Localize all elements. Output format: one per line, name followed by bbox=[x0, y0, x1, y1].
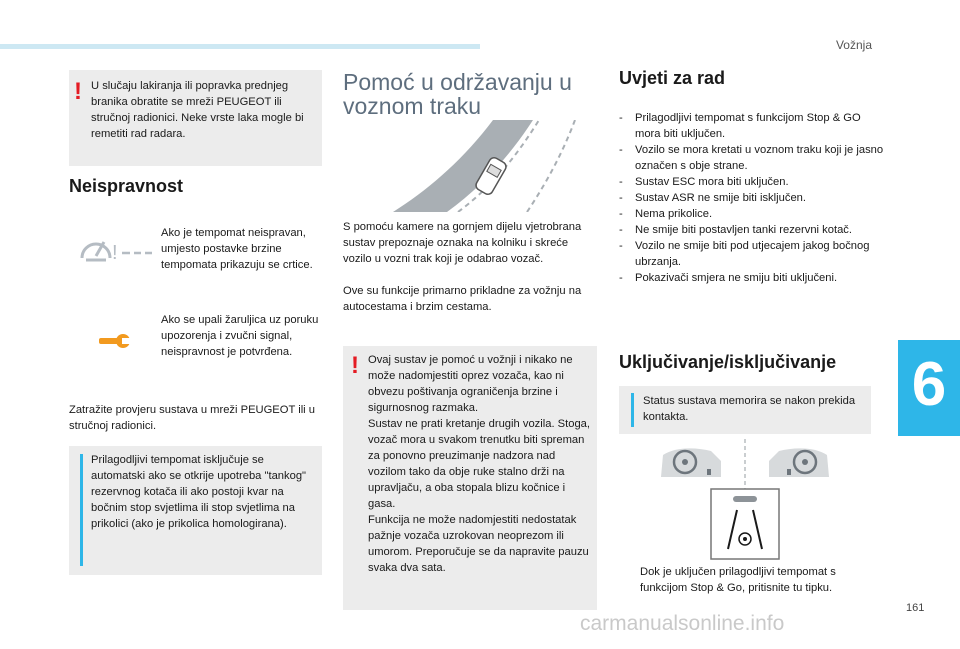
fault-dashes-text: Ako je tempomat neispravan, umjesto postavke brzine tempomata prikazuju se crtice. bbox=[161, 227, 313, 271]
middle-warning-text-1: Ovaj sustav je pomoć u vožnji i nikako ne može nadomjestiti oprez vozača, kao ni obvezu poštivanja ograničenja brzine i sigurnosnog razmaka. bbox=[368, 354, 573, 414]
section-title-lane bbox=[343, 70, 593, 118]
watermark: carmanualsonline.info bbox=[580, 612, 785, 635]
chapter-number: 6 bbox=[911, 350, 947, 419]
onoff-instruction: Dok je uključen prilagodljivi tempomat s funkcijom Stop & Go, pritisnite tu tipku. bbox=[640, 566, 836, 594]
fault-lamp-text: Ako se upali žaruljica uz poruku upozorenja i zvučni signal, neispravnost je potvrđena. bbox=[161, 314, 319, 358]
warning-icon: ! bbox=[74, 78, 82, 105]
title-line-2: voznom traku bbox=[343, 93, 482, 119]
condition-item: - Ne smije biti postavljen tanki rezervni kotač. bbox=[619, 222, 889, 238]
condition-item: - Pokazivači smjera ne smiju biti uključeni. bbox=[619, 270, 889, 286]
section-title: Vožnja bbox=[835, 38, 872, 52]
lane-description: S pomoću kamere na gornjem dijelu vjetrobrana sustav prepoznaje oznaka na kolniku i skreće vozilo u vozni trak koji je odabrao vozač. bbox=[343, 221, 582, 265]
condition-item: - Sustav ESC mora biti uključen. bbox=[619, 174, 889, 190]
condition-item: - Vozilo ne smije biti pod utjecajem jakog bočnog ubrzanja. bbox=[619, 238, 889, 270]
condition-item: - Nema prikolice. bbox=[619, 206, 889, 222]
condition-item: - Prilagodljivi tempomat s funkcijom Stop & GO mora biti uključen. bbox=[619, 110, 889, 142]
title-line-1: Pomoć u održavanju u bbox=[343, 69, 572, 95]
conditions-list bbox=[619, 110, 889, 286]
onoff-heading: Uključivanje/isključivanje bbox=[619, 352, 837, 372]
condition-item: - Sustav ASR ne smije biti isključen. bbox=[619, 190, 889, 206]
warning-icon-2: ! bbox=[351, 352, 359, 379]
middle-warning-text-2: Sustav ne prati kretanje drugih vozila. Stoga, vozač mora u svakom trenutku biti spreman za ponovno preuzimanje nadzora nad vozilom tako da obje ruke stalno drži na upravljaču, a oba stopala blizu kočnice i gasa. bbox=[368, 418, 591, 510]
header-bar bbox=[0, 44, 480, 49]
speedometer-dashes-icon bbox=[78, 226, 154, 266]
left-warning-text: U slučaju lakiranja ili popravka prednjeg branika obratite se mreži PEUGEOT ili stručnoj radionici. Neke vrste laka mogle bi remetiti rad radara. bbox=[91, 80, 304, 140]
page-number: 161 bbox=[906, 602, 925, 614]
lane-keeping-illustration bbox=[343, 120, 599, 212]
fault-heading: Neispravnost bbox=[69, 176, 184, 196]
wrench-icon bbox=[97, 330, 131, 352]
left-info-text: Prilagodljivi tempomat isključuje se automatski ako se otkrije upotreba "tankog" rezervnog kotača ili ako postoji kvar na bočnim stop svjetlima ili stop svjetlima na prikolici (ako je prikolica homologirana). bbox=[91, 454, 307, 530]
lane-button-illustration bbox=[655, 437, 835, 561]
middle-warning-text-3: Funkcija ne može nadomjestiti nedostatak pažnje vozača uzrokovan neoprezom ili umorom. Preporučuje se da napravite pauzu svaka dva sata. bbox=[368, 514, 589, 574]
right-info-text: Status sustava memorira se nakon prekida kontakta. bbox=[643, 395, 856, 423]
lane-description-2: Ove su funkcije primarno prikladne za vožnju na autocestama i brzim cestama. bbox=[343, 285, 582, 313]
conditions-heading: Uvjeti za rad bbox=[619, 68, 726, 88]
fault-check-text: Zatražite provjeru sustava u mreži PEUGEOT ili u stručnoj radionici. bbox=[69, 404, 315, 432]
info-icon bbox=[80, 454, 83, 566]
info-icon-2 bbox=[631, 393, 634, 427]
condition-item: - Vozilo se mora kretati u voznom traku koji je jasno označen s obje strane. bbox=[619, 142, 889, 174]
svg-text:!: ! bbox=[112, 242, 118, 264]
